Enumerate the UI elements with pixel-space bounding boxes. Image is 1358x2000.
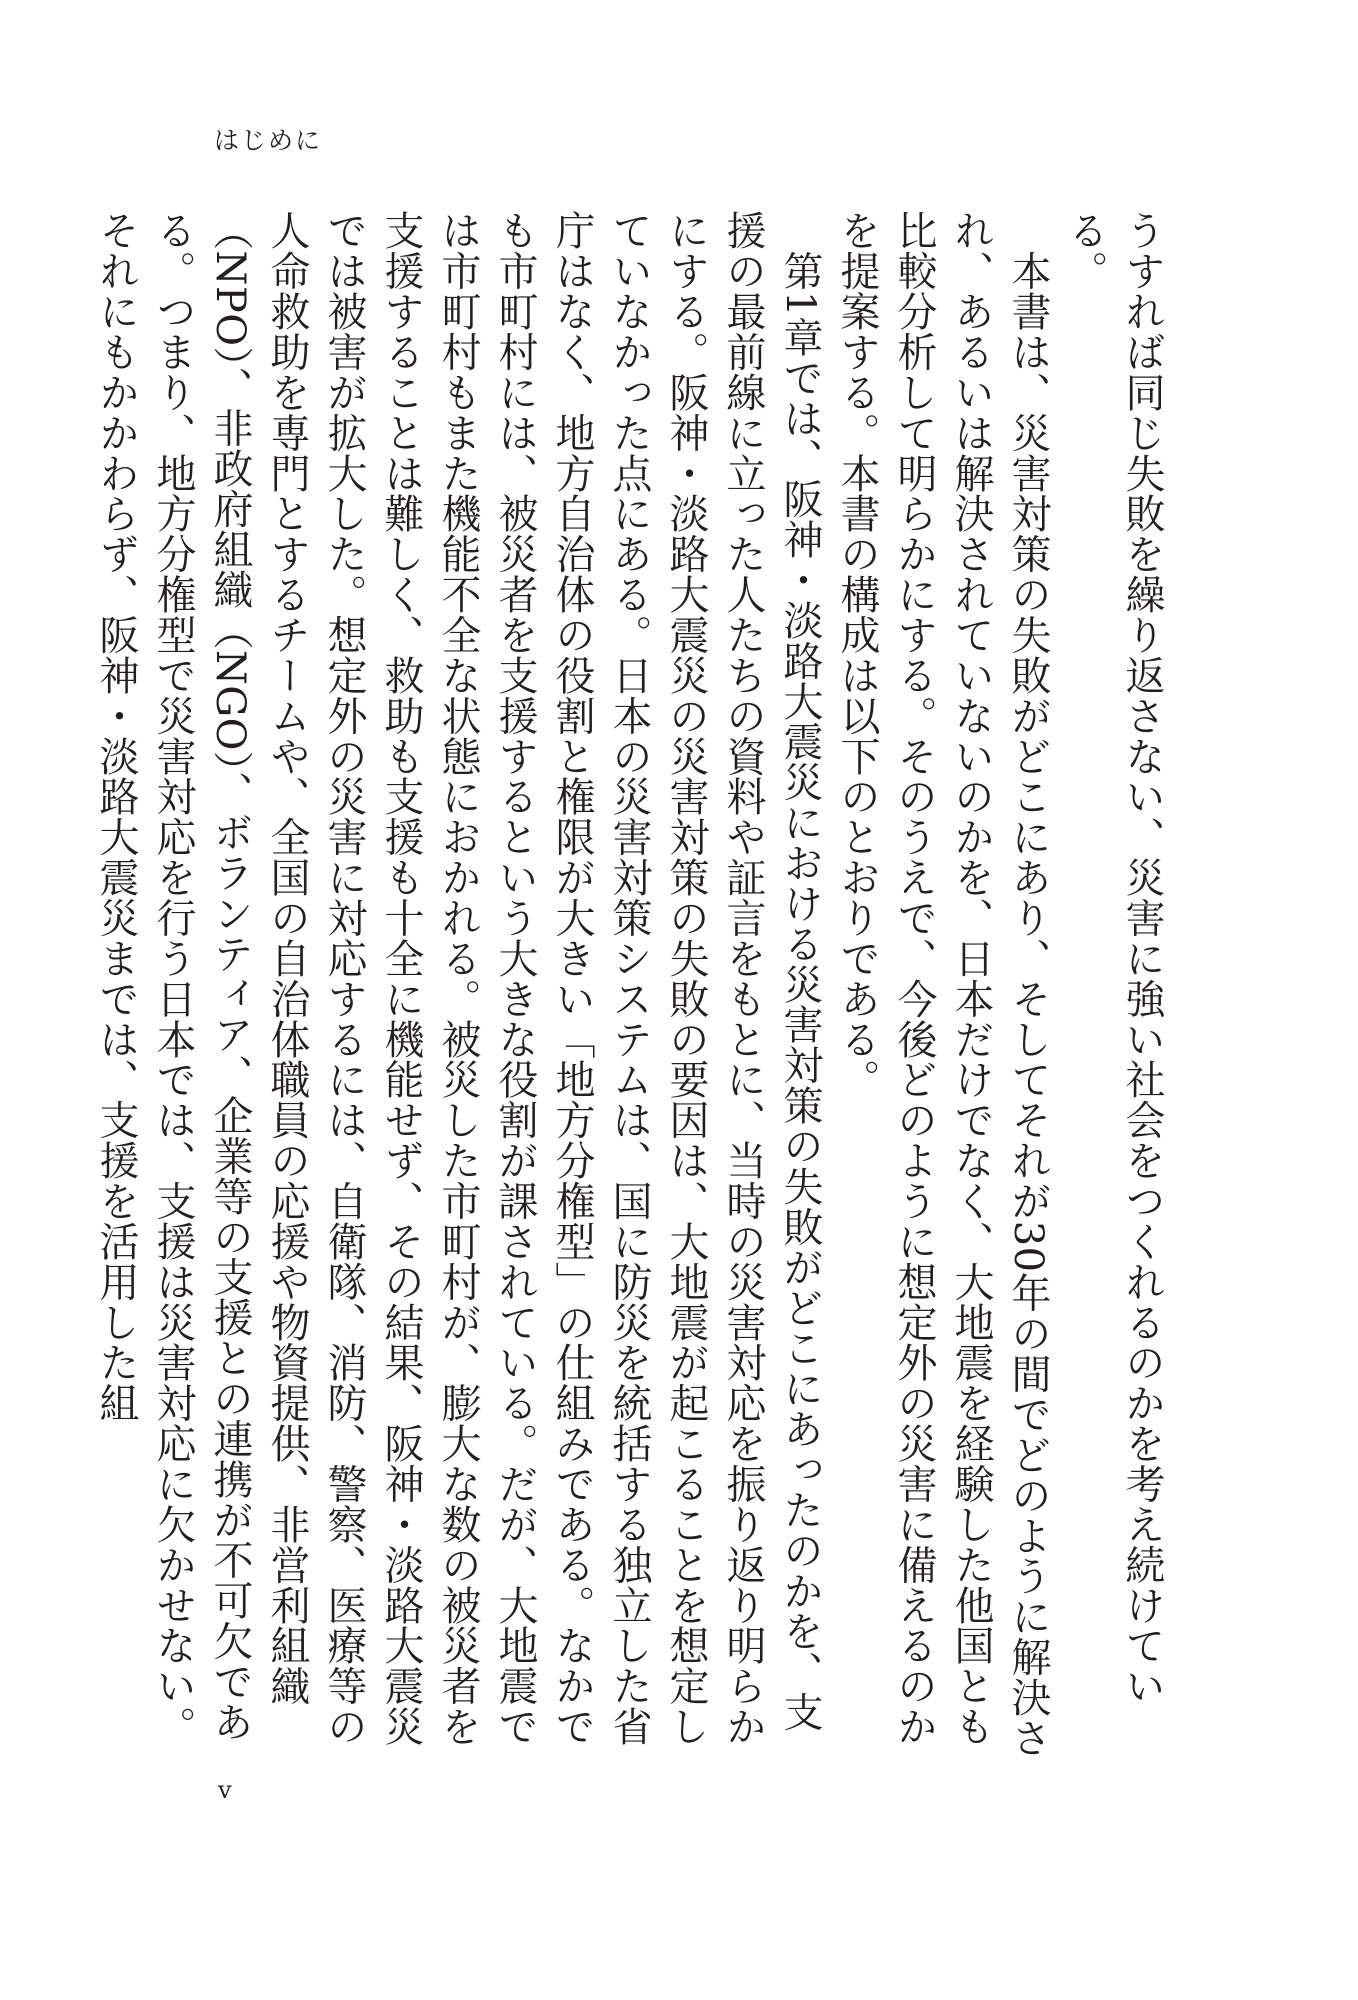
body-text — [93, 210, 1170, 1770]
paragraph: うすれば同じ失敗を繰り返さない、災害に強い社会をつくれるのかを考え続けている。 — [1062, 210, 1165, 1706]
paragraph: 本書は、災害対策の失敗がどこにあり、そしてそれが30年の間でどのように解決され、あるいは解決されていないのかを、日本だけでなく、大地震を経験した他国とも比較分析して明らかにする。そのうえで、今後どのように想定外の災害に備えるのかを提案する。本書の構成は以下のとおりである。 — [834, 210, 1051, 1758]
running-head: はじめに — [214, 126, 323, 155]
paragraph: 第1章では、阪神・淡路大震災における災害対策の失敗がどこにあったのかを、支援の最前線に立った人たちの資料や証言をもとに、当時の災害対応を振り返り明らかにする。阪神・淡路大震災の災害対策の失敗の要因は、大地震が起こることを想定していなかった点にある。日本の災害対策システムは、国に防災を統括する独立した省庁はなく、地方自治体の役割と権限が大きい「地方分権型」の仕組みである。なかでも市町村には、被災者を支援するという大きな役割が課されている。だが、大地震では市町村もまた機能不全な状態におかれる。被災した市町村が、膨大な数の被災者を支援することは難しく、救助も支援も十全に機能せず、その結果、阪神・淡路大震災では被害が拡大した。想定外の災害に対応するには、自衛隊、消防、警察、医療等の人命救助を専門とするチームや、全国の自治体職員の応援や物資提供、非営利組織（NPO）、非政府組織（NGO）、ボランティア、企業等の支援との連携が不可欠である。つまり、地方分権型で災害対応を行う日本では、支援は災害対応に欠かせない。それにもかかわらず、阪神・淡路大震災までは、支援を活用した組 — [93, 210, 823, 1747]
page-number: v — [218, 1776, 232, 1804]
